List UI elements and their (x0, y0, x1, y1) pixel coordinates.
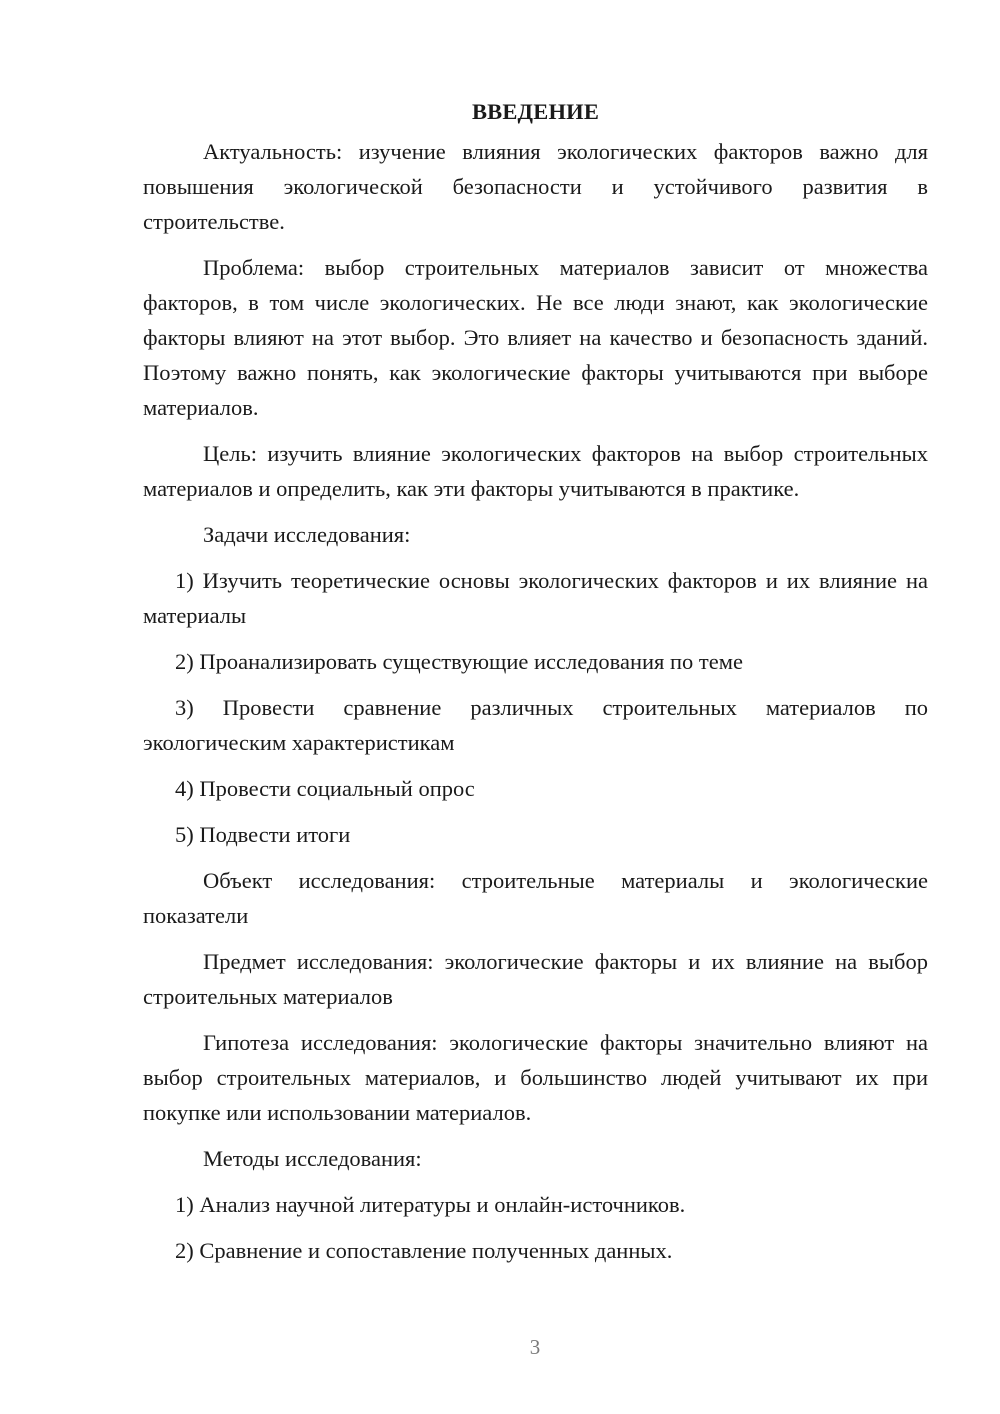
page-content (143, 94, 928, 1279)
task-item-5: 5) Подвести итоги (175, 822, 351, 847)
paragraph-subject: Предмет исследования: экологические факторы и их влияние на выбор строительных материалов (143, 949, 928, 1009)
paragraph-methods-heading: Методы исследования: (203, 1146, 422, 1171)
paragraph-relevance: Актуальность: изучение влияния экологических факторов важно для повышения экологической безопасности и устойчивого развития в строительстве. (143, 139, 928, 234)
paragraph-goal: Цель: изучить влияние экологических факторов на выбор строительных материалов и определить, как эти факторы учитываются в практике. (143, 441, 928, 501)
page-title: ВВЕДЕНИЕ (471, 99, 600, 124)
paragraph-tasks-heading: Задачи исследования: (203, 522, 411, 547)
paragraph-object: Объект исследования: строительные материалы и экологические показатели (143, 868, 928, 928)
task-item-3: 3) Провести сравнение различных строительных материалов по экологическим характеристикам (143, 695, 928, 755)
task-item-1: 1) Изучить теоретические основы экологических факторов и их влияние на материалы (143, 568, 928, 628)
method-item-2: 2) Сравнение и сопоставление полученных данных. (175, 1238, 673, 1263)
method-item-1: 1) Анализ научной литературы и онлайн-источников. (175, 1192, 686, 1217)
paragraph-hypothesis: Гипотеза исследования: экологические факторы значительно влияют на выбор строительных материалов, и большинство людей учитывают их при покупке или использовании материалов. (143, 1030, 928, 1125)
paragraph-problem: Проблема: выбор строительных материалов зависит от множества факторов, в том числе экологических. Не все люди знают, как экологические факторы влияют на этот выбор. Это влияет на качество и безопасность зданий. Поэтому важно понять, как экологические факторы учитываются при выборе материалов. (143, 255, 928, 420)
task-item-2: 2) Проанализировать существующие исследования по теме (175, 649, 743, 674)
page-number: 3 (529, 1335, 541, 1359)
task-item-4: 4) Провести социальный опрос (175, 776, 475, 801)
